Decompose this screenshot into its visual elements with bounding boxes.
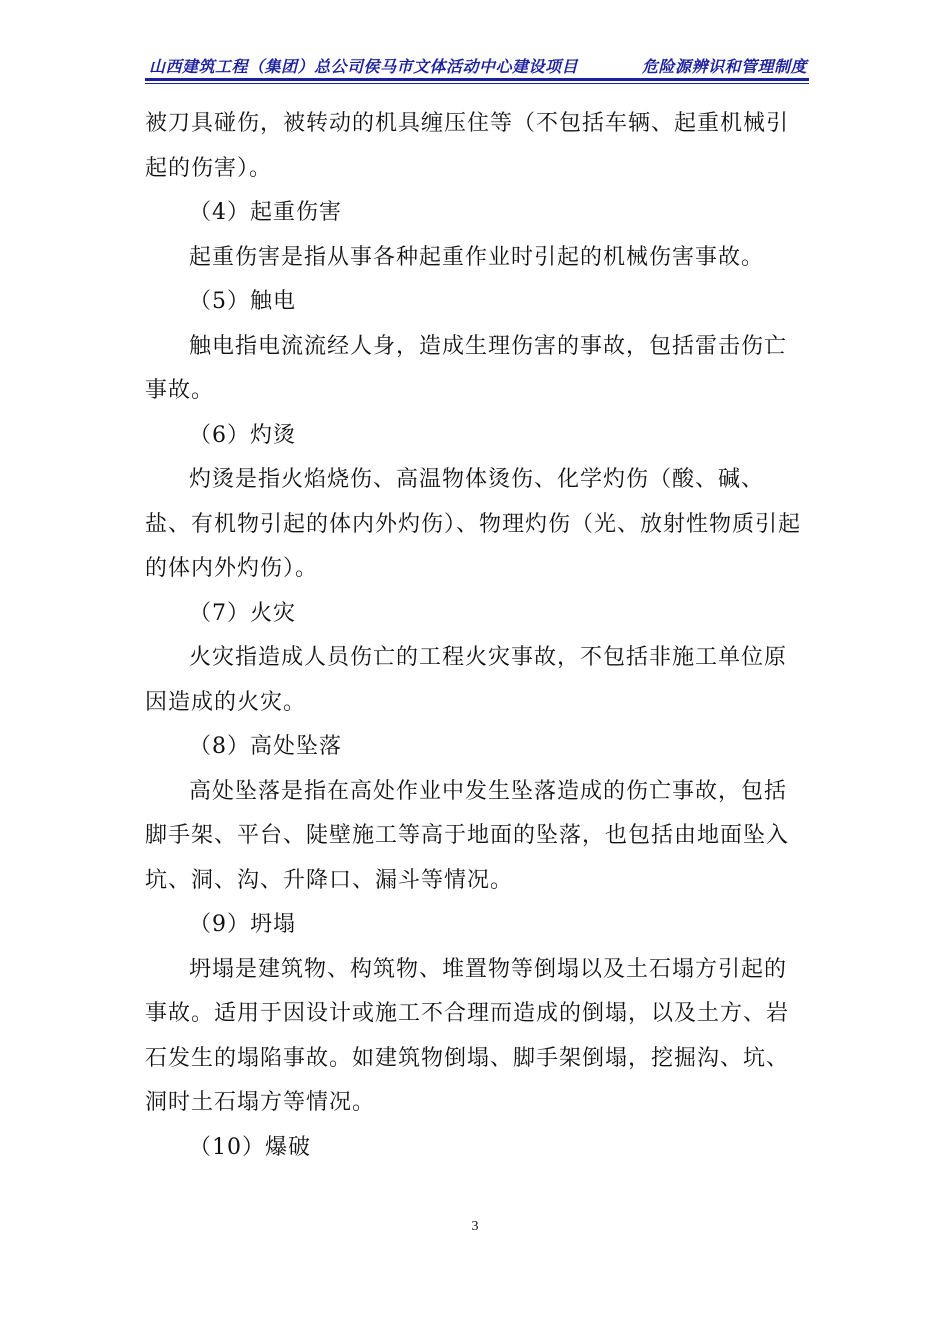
- paragraph: 火灾指造成人员伤亡的工程火灾事故，不包括非施工单位原因造成的火灾。: [145, 645, 788, 715]
- paragraph: 触电指电流流经人身，造成生理伤害的事故，包括雷击伤亡事故。: [145, 333, 788, 403]
- section-heading: （6）灼烫: [189, 422, 296, 448]
- paragraph: 坍塌是建筑物、构筑物、堆置物等倒塌以及土石塌方引起的事故。适用于因设计或施工不合理而造成的倒塌，以及土方、岩石发生的塌陷事故。如建筑物倒塌、脚手架倒塌，挖掘沟、坑、洞时土石塌方等情况。: [145, 956, 790, 1115]
- paragraph: 灼烫是指火焰烧伤、高温物体烫伤、化学灼伤（酸、碱、盐、有机物引起的体内外灼伤）、物理灼伤（光、放射性物质引起的体内外灼伤）。: [145, 467, 802, 581]
- section-heading: （10）爆破: [189, 1134, 311, 1160]
- page-number: 3: [471, 1219, 479, 1234]
- section-heading: （9）坍塌: [189, 912, 296, 937]
- paragraph: 被刀具碰伤，被转动的机具缠压住等（不包括车辆、起重机械引起的伤害）。: [145, 111, 790, 181]
- section-heading: （7）火灾: [189, 600, 296, 626]
- header-document-title: 危险源辨识和管理制度: [641, 57, 807, 76]
- section-heading: （5）触电: [189, 289, 296, 314]
- paragraph: 起重伤害是指从事各种起重作业时引起的机械伤害事故。: [189, 244, 765, 270]
- header-project-title: 山西建筑工程（集团）总公司侯马市文体活动中心建设项目: [149, 57, 579, 76]
- section-heading: （8）高处坠落: [189, 734, 342, 759]
- document-body: [145, 102, 809, 1170]
- paragraph: 高处坠落是指在高处作业中发生坠落造成的伤亡事故，包括脚手架、平台、陡壁施工等高于地面的坠落，也包括由地面坠入坑、洞、沟、升降口、漏斗等情况。: [145, 778, 790, 893]
- header-divider: [145, 78, 809, 81]
- header-divider-thin: [145, 83, 809, 84]
- section-heading: （4）起重伤害: [189, 200, 342, 225]
